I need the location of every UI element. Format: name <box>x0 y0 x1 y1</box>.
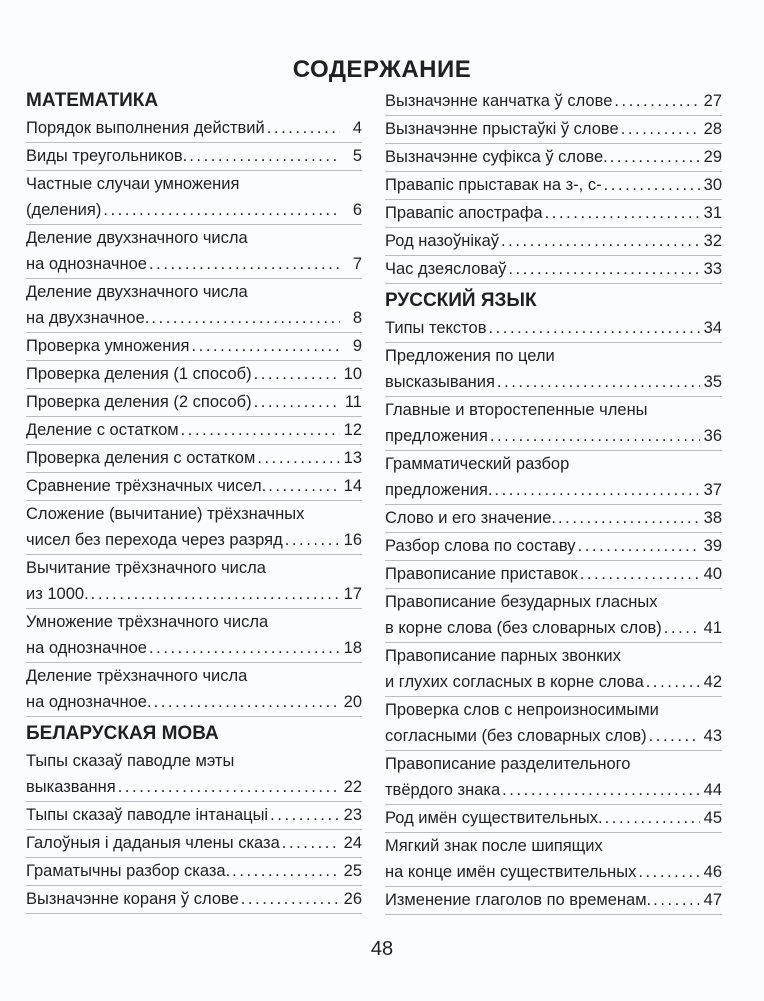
toc-entry <box>385 697 722 751</box>
toc-entry <box>385 805 722 833</box>
toc-entry <box>385 172 722 200</box>
toc-page-number: 26 <box>343 890 362 908</box>
toc-entry-text: Порядок выполнения действий <box>26 119 265 137</box>
toc-page-number: 39 <box>703 537 722 555</box>
dot-leader <box>508 256 700 282</box>
toc-page-number: 7 <box>352 255 362 273</box>
toc-entry-text: Тыпы сказаў паводле мэты <box>26 752 235 770</box>
dot-leader <box>267 115 340 141</box>
toc-page-number: 46 <box>703 863 722 881</box>
toc-page-number: 17 <box>343 585 362 603</box>
toc-entry-text: в корне слова (без словарных слов) <box>385 619 662 637</box>
toc-entry-text: Слово и его значение. <box>385 509 556 527</box>
toc-entry <box>385 88 722 116</box>
dot-leader <box>621 116 700 142</box>
toc-entry-text: Час дзеясловаў <box>385 260 507 278</box>
page-title: СОДЕРЖАНИЕ <box>292 56 472 83</box>
dot-leader <box>664 615 700 641</box>
toc-entry <box>26 609 362 663</box>
toc-entry <box>26 417 362 445</box>
toc-entry <box>385 228 722 256</box>
toc-page-number: 32 <box>703 232 722 250</box>
toc-entry-text: на однозначное <box>26 639 147 657</box>
toc-entry-text: высказывания <box>385 373 495 391</box>
dot-leader <box>149 251 340 277</box>
toc-page-number: 11 <box>344 393 362 411</box>
toc-entry-text: Главные и второстепенные члены <box>385 401 648 419</box>
dot-leader <box>638 859 700 885</box>
dot-leader <box>488 315 700 341</box>
dot-leader <box>149 635 340 661</box>
toc-entry-text: Проверка деления с остатком <box>26 449 256 467</box>
toc-entry <box>26 748 362 802</box>
toc-entry-text: Вычитание трёхзначного числа <box>26 559 266 577</box>
toc-entry <box>26 333 362 361</box>
toc-entry-text: на двухзначное. <box>26 309 150 327</box>
dot-leader <box>181 417 340 443</box>
dot-leader <box>580 561 700 587</box>
toc-entry-text: на однозначное. <box>26 693 152 711</box>
toc-entry <box>26 361 362 389</box>
toc-entry-text: Граматычны разбор сказа. <box>26 862 231 880</box>
dot-leader <box>103 197 340 223</box>
toc-entry <box>385 561 722 589</box>
toc-entry-text: Изменение глаголов по временам. <box>385 891 652 909</box>
toc-page-number: 45 <box>703 809 722 827</box>
toc-entry-text: Правописание разделительного <box>385 755 631 773</box>
toc-entry-text: и глухих согласных в корне слова <box>385 673 644 691</box>
toc-page-number: 16 <box>343 531 362 549</box>
dot-leader <box>494 477 700 503</box>
toc-page-number: 37 <box>703 481 722 499</box>
toc-entry-text: Галоўныя і даданыя члены сказа <box>26 834 280 852</box>
dot-leader <box>254 361 340 387</box>
toc-page-number: 30 <box>703 176 722 194</box>
toc-page-number: 4 <box>352 119 362 137</box>
toc-page-number: 28 <box>703 120 722 138</box>
toc-entry <box>385 643 722 697</box>
dot-leader <box>490 423 700 449</box>
toc-page-number: 38 <box>703 509 722 527</box>
toc-entry-text: Деление двухзначного числа <box>26 283 248 301</box>
toc-entry-text: Грамматический разбор <box>385 455 570 473</box>
toc-page-number: 22 <box>343 778 362 796</box>
dot-leader <box>189 143 340 169</box>
dot-leader <box>502 777 700 803</box>
toc-page-number: 41 <box>703 619 722 637</box>
toc-entry-text: Проверка деления (2 способ) <box>26 393 252 411</box>
toc-page-number: 10 <box>343 365 362 383</box>
dot-leader <box>604 172 700 198</box>
toc-entry-text: Частные случаи умножения <box>26 175 240 193</box>
dot-leader <box>610 144 700 170</box>
toc-entry-text: Правописание приставок <box>385 565 578 583</box>
dot-leader <box>118 774 340 800</box>
dot-leader <box>646 669 700 695</box>
toc-entry <box>26 501 362 555</box>
page-number: 48 <box>370 938 394 960</box>
toc-page-number: 44 <box>703 781 722 799</box>
dot-leader <box>191 333 340 359</box>
toc-entry <box>385 505 722 533</box>
section-heading: БЕЛАРУСКАЯ МОВА <box>26 723 219 744</box>
toc-page-number: 33 <box>703 260 722 278</box>
dot-leader <box>282 830 340 856</box>
toc-entry-text: Проверка слов с непроизносимыми <box>385 701 659 719</box>
toc-entry-text: Правописание парных звонких <box>385 647 621 665</box>
section-heading: РУССКИЙ ЯЗЫК <box>385 290 537 311</box>
toc-entry-text: на однозначное <box>26 255 147 273</box>
toc-entry-text: Умножение трёхзначного числа <box>26 613 269 631</box>
dot-leader <box>241 886 340 912</box>
dot-leader <box>232 858 340 884</box>
toc-entry <box>385 751 722 805</box>
toc-entry-text: Вызначэнне суфікса ў слове. <box>385 148 608 166</box>
toc-entry <box>385 833 722 887</box>
toc-page-number: 35 <box>703 373 722 391</box>
toc-entry <box>26 663 362 717</box>
toc-entry <box>26 445 362 473</box>
toc-entry-text: Правапіс прыставак на з-, с- <box>385 176 602 194</box>
toc-entry <box>26 802 362 830</box>
dot-leader <box>545 200 700 226</box>
toc-entry <box>26 279 362 333</box>
toc-page-number: 23 <box>343 806 362 824</box>
toc-entry <box>385 144 722 172</box>
toc-entry <box>26 225 362 279</box>
toc-entry <box>26 473 362 501</box>
toc-entry-text: Деление трёхзначного числа <box>26 667 248 685</box>
toc-entry <box>385 451 722 505</box>
toc-entry-text: Виды треугольников. <box>26 147 188 165</box>
toc-entry-text: Деление с остатком <box>26 421 179 439</box>
toc-entry-text: предложения. <box>385 481 493 499</box>
toc-entry <box>385 589 722 643</box>
toc-page-number: 5 <box>352 147 362 165</box>
toc-entry-text: Проверка деления (1 способ) <box>26 365 252 383</box>
dot-leader <box>558 505 700 531</box>
toc-right-column <box>385 88 722 915</box>
dot-leader <box>649 723 700 749</box>
toc-entry-text: Правапіс апострафа <box>385 204 543 222</box>
toc-page-number: 27 <box>703 92 722 110</box>
toc-entry-text: Тыпы сказаў паводле інтанацыі <box>26 806 269 824</box>
toc-entry-text: Сравнение трёхзначных чисел. <box>26 477 267 495</box>
toc-entry-text: из 1000. <box>26 585 89 603</box>
toc-entry <box>385 397 722 451</box>
toc-page-number: 40 <box>703 565 722 583</box>
toc-entry <box>26 830 362 858</box>
toc-page-number: 12 <box>343 421 362 439</box>
toc-entry-text: Проверка умножения <box>26 337 190 355</box>
dot-leader <box>501 228 700 254</box>
toc-entry <box>26 389 362 417</box>
toc-entry <box>385 343 722 397</box>
toc-entry-text: Вызначэнне прыстаўкі ў слове <box>385 120 619 138</box>
dot-leader <box>578 533 700 559</box>
dot-leader <box>154 689 340 715</box>
toc-entry <box>26 555 362 609</box>
toc-entry-text: Разбор слова по составу <box>385 537 576 555</box>
toc-page-number: 14 <box>343 477 362 495</box>
toc-entry <box>385 533 722 561</box>
toc-page-number: 43 <box>703 727 722 745</box>
toc-entry <box>26 171 362 225</box>
toc-page-number: 8 <box>352 309 362 327</box>
toc-entry-text: согласными (без словарных слов) <box>385 727 647 745</box>
toc-page-number: 29 <box>703 148 722 166</box>
dot-leader <box>614 88 700 114</box>
toc-entry-text: (деления) <box>26 201 102 219</box>
toc-page-number: 25 <box>343 862 362 880</box>
dot-leader <box>91 581 340 607</box>
toc-entry-text: Типы текстов <box>385 319 487 337</box>
toc-left-column <box>26 88 362 914</box>
toc-entry-text: Мягкий знак после шипящих <box>385 837 603 855</box>
toc-entry-text: Род имён существительных. <box>385 809 603 827</box>
dot-leader <box>257 445 340 471</box>
toc-entry <box>26 886 362 914</box>
toc-page-number: 34 <box>703 319 722 337</box>
dot-leader <box>270 802 340 828</box>
dot-leader <box>285 527 340 553</box>
toc-entry-text: предложения <box>385 427 488 445</box>
toc-entry-text: твёрдого знака <box>385 781 501 799</box>
toc-page-number: 20 <box>343 693 362 711</box>
toc-entry <box>385 887 722 915</box>
toc-entry <box>26 115 362 143</box>
toc-entry <box>385 116 722 144</box>
toc-page-number: 36 <box>703 427 722 445</box>
toc-entry-text: Деление двухзначного числа <box>26 229 248 247</box>
toc-entry <box>385 315 722 343</box>
toc-page-number: 18 <box>343 639 362 657</box>
toc-entry <box>385 200 722 228</box>
toc-page-number: 13 <box>343 449 362 467</box>
toc-entry-text: Вызначэнне канчатка ў слове <box>385 92 613 110</box>
toc-page-number: 31 <box>703 204 722 222</box>
toc-entry-text: Правописание безударных гласных <box>385 593 658 611</box>
toc-page-number: 6 <box>352 201 362 219</box>
toc-page-number: 24 <box>343 834 362 852</box>
toc-entry-text: Предложения по цели <box>385 347 555 365</box>
toc-entry <box>385 256 722 284</box>
dot-leader <box>497 369 700 395</box>
dot-leader <box>268 473 340 499</box>
dot-leader <box>605 805 700 831</box>
toc-page-number: 42 <box>703 673 722 691</box>
toc-entry <box>26 858 362 886</box>
toc-entry-text: Вызначэнне кораня ў слове <box>26 890 239 908</box>
dot-leader <box>254 389 340 415</box>
dot-leader <box>151 305 340 331</box>
toc-page-number: 47 <box>703 891 722 909</box>
toc-page-number: 9 <box>352 337 362 355</box>
section-heading: МАТЕМАТИКА <box>26 90 159 111</box>
toc-entry-text: Род назоўнікаў <box>385 232 500 250</box>
toc-entry-text: Сложение (вычитание) трёхзначных <box>26 505 305 523</box>
dot-leader <box>653 887 700 913</box>
toc-entry <box>26 143 362 171</box>
toc-entry-text: на конце имён существительных <box>385 863 637 881</box>
toc-entry-text: выказвання <box>26 778 116 796</box>
toc-entry-text: чисел без перехода через разряд <box>26 531 283 549</box>
